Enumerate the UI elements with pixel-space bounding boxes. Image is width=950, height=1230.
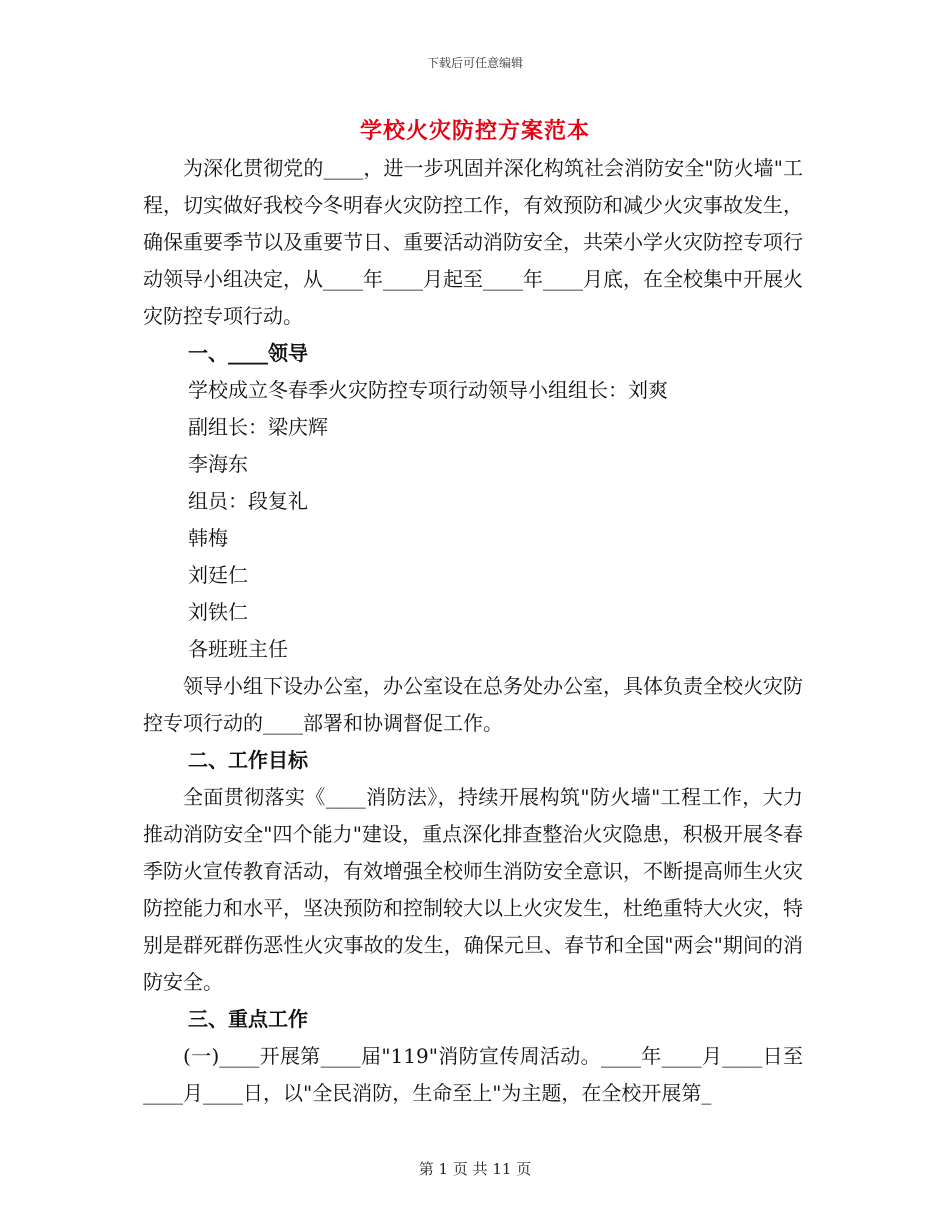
page-header-note: 下载后可任意编辑 xyxy=(426,56,523,70)
leader-line: 李海东 xyxy=(188,452,248,476)
page-footer: 第 1 页 共 11 页 xyxy=(418,1160,532,1178)
leader-line: 副组长：梁庆辉 xyxy=(188,415,328,439)
leader-line: 韩梅 xyxy=(188,526,228,550)
document-title: 学校火灾防控方案范本 xyxy=(359,118,590,144)
leader-line: 组员：段复礼 xyxy=(188,489,308,513)
intro-paragraph: 为深化贯彻党的____，进一步巩固并深化构筑社会消防安全"防火墙"工程，切实做好我校今冬明春火灾防控工作，有效预防和减少火灾事故发生，确保重要季节以及重要节日、重要活动消防安全，共荣小学火灾防控专项行动领导小组决定，从____年____月起至____年____月底，在全校集中开展火灾防控专项行动。 xyxy=(143,156,803,328)
key-work-paragraph: (一)____开展第____届"119"消防宣传周活动。____年____月____日至____月____日，以"全民消防，生命至上"为主题，在全校开展第_ xyxy=(143,1044,803,1105)
leader-line: 学校成立冬春季火灾防控专项行动领导小组组长：刘爽 xyxy=(188,378,668,402)
goals-paragraph: 全面贯彻落实《____消防法》，持续开展构筑"防火墙"工程工作，大力推动消防安全"四个能力"建设，重点深化排查整治火灾隐患，积极开展冬春季防火宣传教育活动，有效增强全校师生消防安全意识，不断提高师生火灾防控能力和水平，坚决预防和控制较大以上火灾发生，杜绝重特大火灾，特别是群死群伤恶性火灾事故的发生，确保元旦、春节和全国"两会"期间的消防安全。 xyxy=(143,785,803,994)
leader-line: 各班班主任 xyxy=(188,637,288,661)
office-paragraph: 领导小组下设办公室，办公室设在总务处办公室，具体负责全校火灾防控专项行动的____部署和协调督促工作。 xyxy=(143,674,803,735)
document-body xyxy=(143,150,803,1112)
leader-line: 刘廷仁 xyxy=(188,563,248,587)
section-heading-goals: 二、工作目标 xyxy=(188,748,308,772)
leader-line: 刘铁仁 xyxy=(188,600,248,624)
section-heading-key-work: 三、重点工作 xyxy=(188,1007,308,1031)
section-heading-leadership: 一、____领导 xyxy=(188,341,308,365)
